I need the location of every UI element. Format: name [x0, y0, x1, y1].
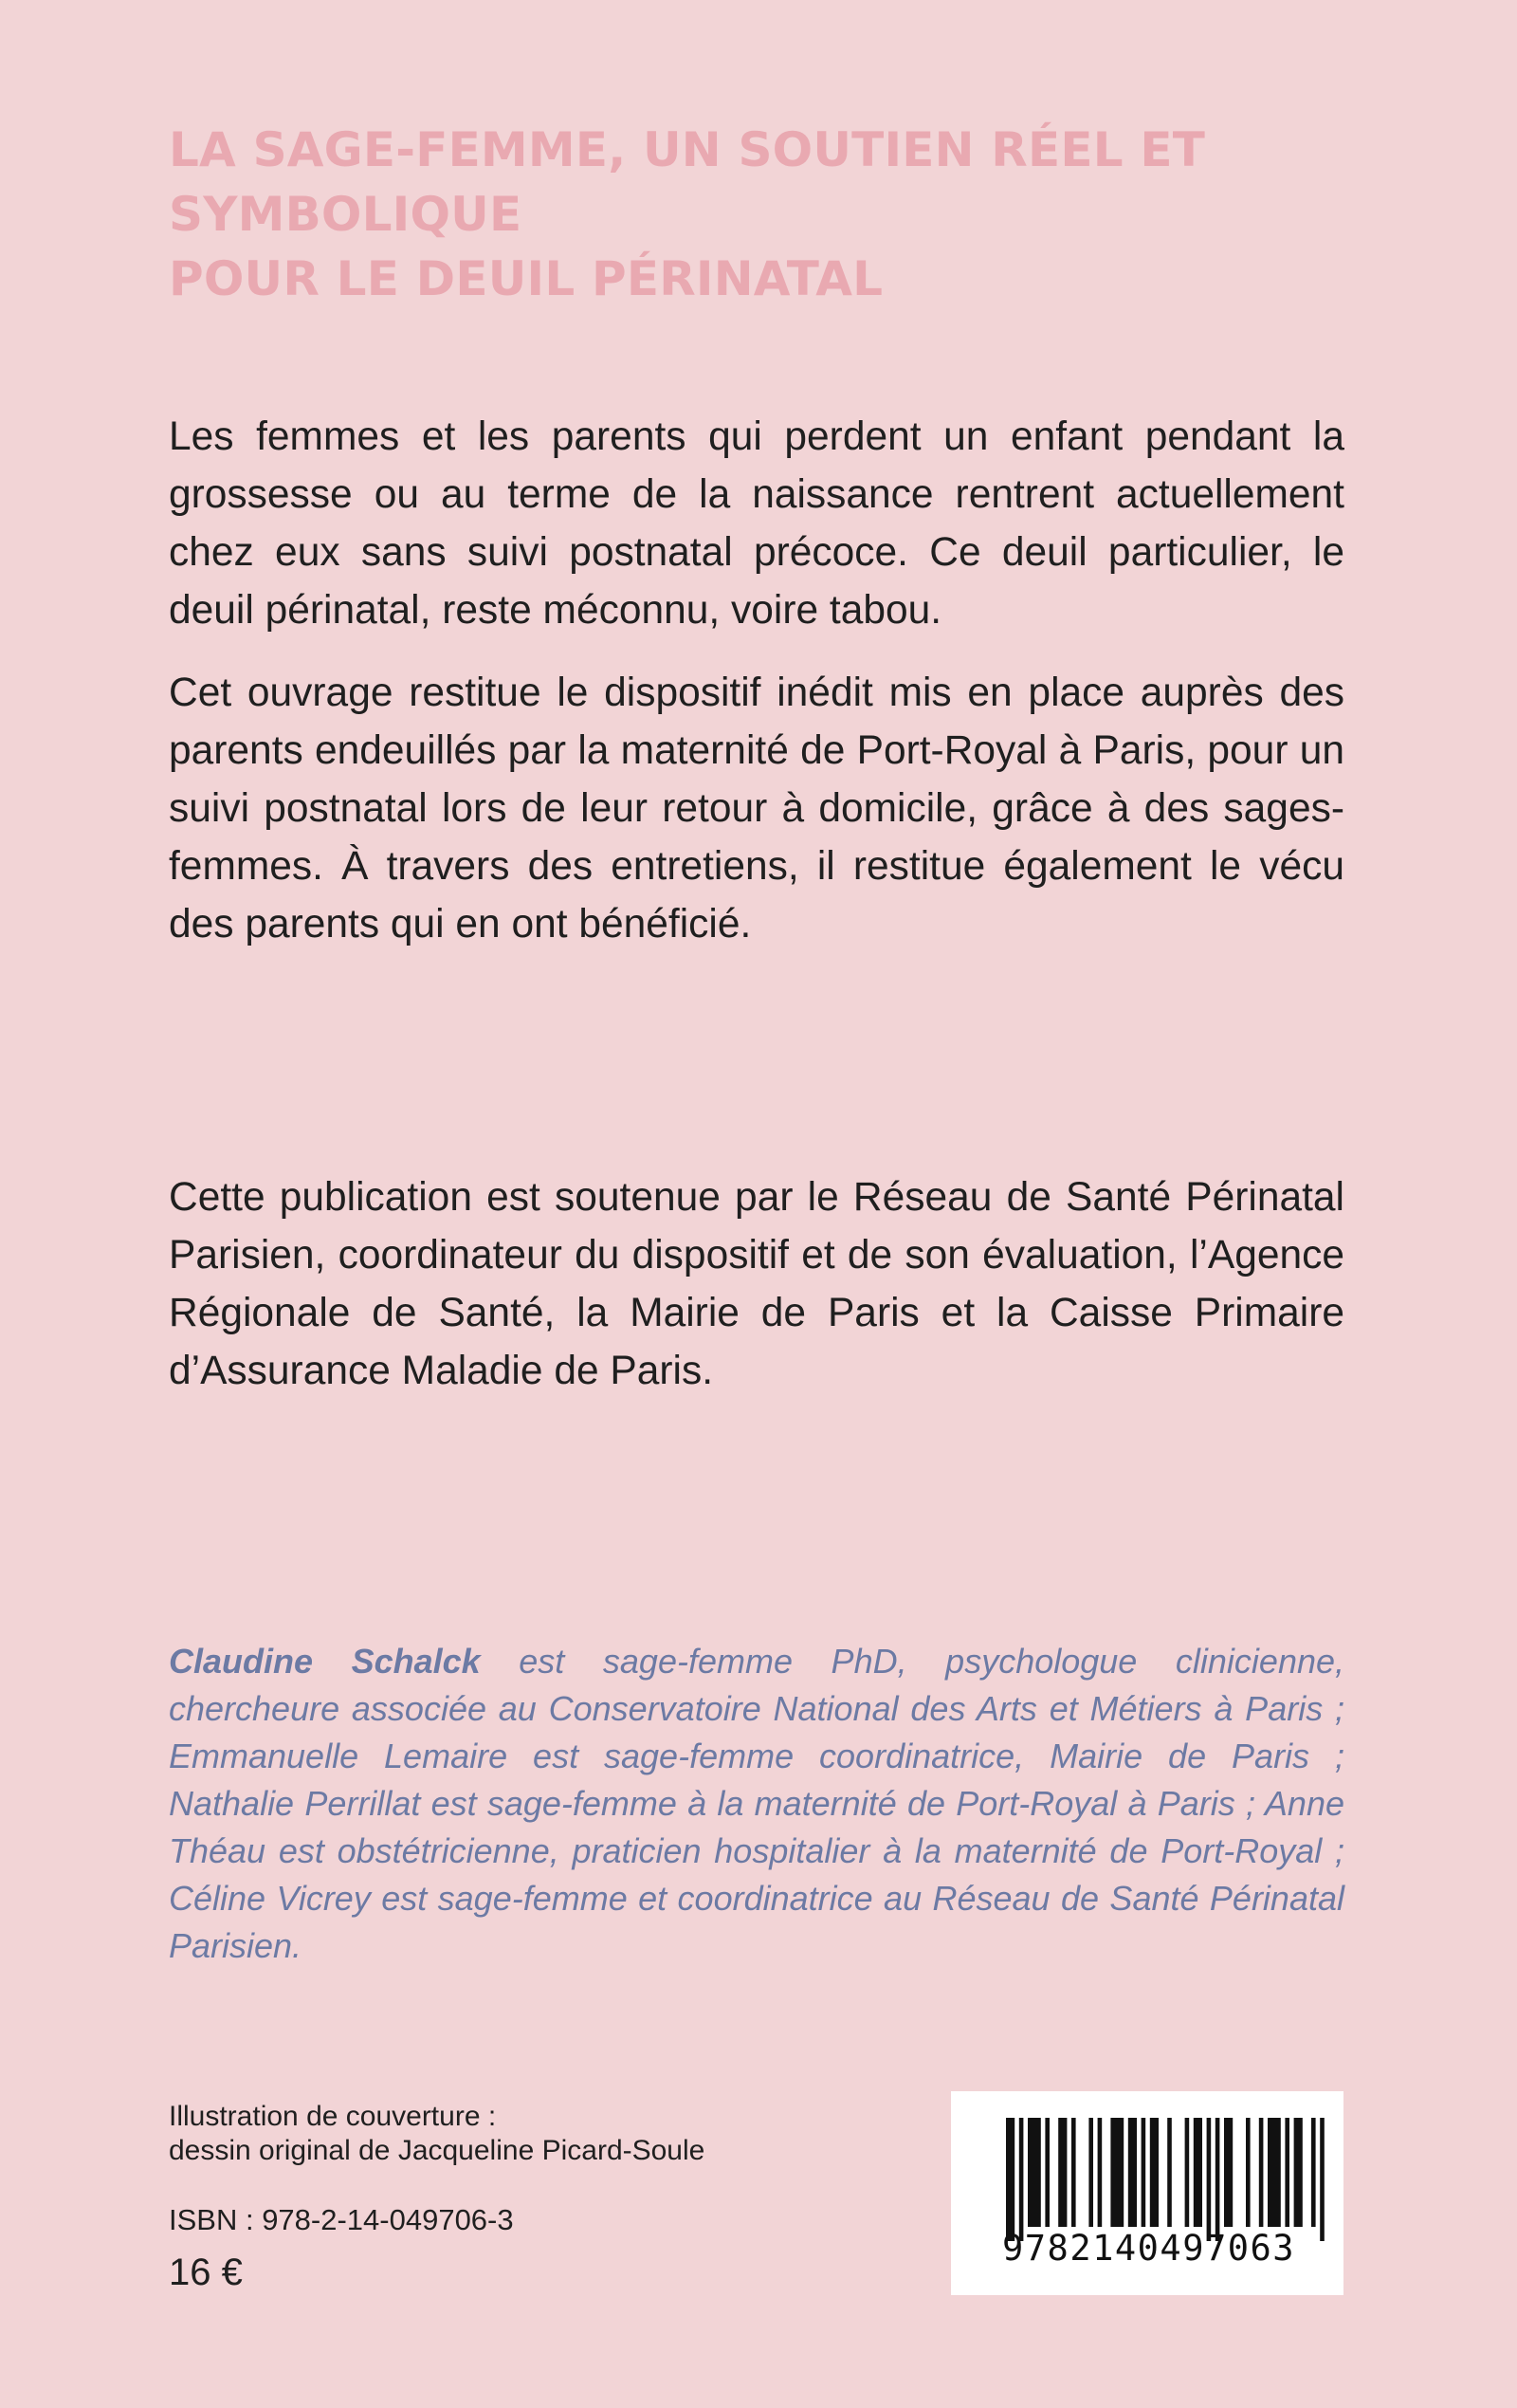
- barcode-bar: [1207, 2118, 1212, 2241]
- barcode-bar: [1320, 2118, 1325, 2241]
- barcode-bar: [1167, 2118, 1172, 2227]
- book-title-line-2: POUR LE DEUIL PÉRINATAL: [169, 251, 884, 306]
- summary-paragraph-1: Les femmes et les parents qui perdent un enfant pendant la grossesse ou au terme de la naissance rentrent actuellement chez eux sans suivi postnatal précoce. Ce deuil particulier, le deuil périnatal, reste méconnu, voire tabou.: [169, 414, 1344, 633]
- book-title: [169, 118, 1354, 311]
- barcode-bar: [1150, 2118, 1159, 2227]
- barcode-bar: [1259, 2118, 1264, 2227]
- book-title-line-1: LA SAGE-FEMME, UN SOUTIEN RÉEL ET SYMBOLIQUE: [169, 122, 1206, 242]
- barcode-bar: [1098, 2118, 1103, 2227]
- barcode-bar: [1246, 2118, 1251, 2227]
- barcode-bar: [1028, 2118, 1041, 2227]
- barcode-bar: [1185, 2118, 1190, 2227]
- barcode-bar: [1071, 2118, 1076, 2227]
- support-paragraph: Cette publication est soutenue par le Réseau de Santé Périnatal Parisien, coordinateur du dispositif et de son évaluation, l’Agence Régionale de Santé, la Mairie de Paris et la Caisse Primaire d’Assurance Maladie de Paris.: [169, 1175, 1344, 1393]
- barcode-bar: [1110, 2118, 1124, 2227]
- barcode-bar: [1058, 2118, 1067, 2227]
- barcode-bar: [1194, 2118, 1202, 2227]
- barcode-bar: [1224, 2118, 1233, 2227]
- barcode-bar: [1088, 2118, 1093, 2227]
- barcode-bar: [1268, 2118, 1281, 2227]
- author-bios: [169, 1638, 1344, 1970]
- barcode-digits: 9782140497063: [1002, 2228, 1296, 2269]
- illustration-credit-line-2: dessin original de Jacqueline Picard-Soule: [169, 2135, 705, 2166]
- barcode-bar: [1294, 2118, 1303, 2227]
- illustration-credit-line-1: Illustration de couverture :: [169, 2101, 497, 2132]
- illustration-credit: [169, 2100, 704, 2168]
- barcode-bar: [1019, 2118, 1024, 2241]
- barcode: [951, 2091, 1343, 2295]
- summary-paragraph-2: Cet ouvrage restitue le dispositif inédit mis en place auprès des parents endeuillés par la maternité de Port-Royal à Paris, pour un suivi postnatal lors de leur retour à domicile, grâce à des sages-femmes. À travers des entretiens, il restitue également le vécu des parents qui en ont bénéficié.: [169, 671, 1344, 947]
- author-bios-text: est sage-femme PhD, psychologue clinicienne, chercheure associée au Conservatoire National des Arts et Métiers à Paris ; Emmanuelle Lemaire est sage-femme coordinatrice, Mairie de Paris ; Nathalie Perrillat est sage-femme à la maternité de Port-Royal à Paris ; Anne Théau est obstétricienne, praticien hospitalier à la maternité de Port-Royal ; Céline Vicrey est sage-femme et coordinatrice au Réseau de Santé Périnatal Parisien.: [169, 1642, 1345, 1965]
- barcode-bar: [1142, 2118, 1146, 2227]
- barcode-bar: [1285, 2118, 1289, 2227]
- isbn: ISBN : 978-2-14-049706-3: [169, 2203, 514, 2236]
- price: 16 €: [169, 2252, 243, 2293]
- barcode-bar: [1215, 2118, 1220, 2241]
- barcode-bar: [1006, 2118, 1014, 2241]
- lead-author-name: Claudine Schalck: [169, 1642, 481, 1681]
- barcode-bar: [1128, 2118, 1137, 2227]
- barcode-bar: [1045, 2118, 1050, 2227]
- barcode-bar: [1311, 2118, 1316, 2227]
